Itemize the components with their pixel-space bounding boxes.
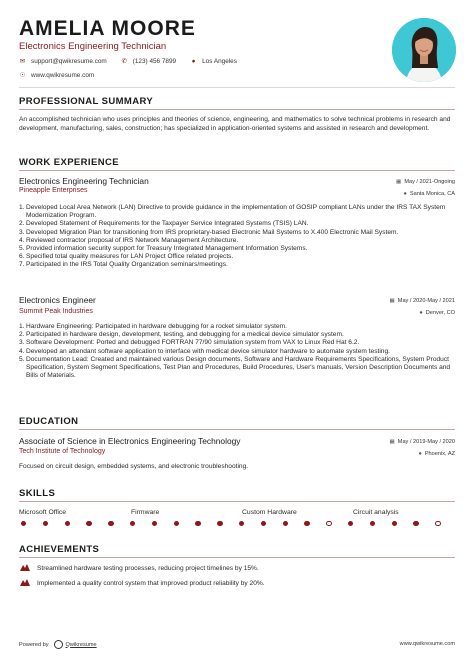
phone-icon: ✆	[121, 58, 127, 65]
section-heading-experience: WORK EXPERIENCE	[19, 157, 119, 168]
section-rule	[19, 170, 455, 171]
skill-dot-filled	[21, 521, 26, 526]
skill-dot-filled	[174, 521, 179, 526]
skill-dot-filled	[108, 521, 113, 526]
footer-url[interactable]: www.qwikresume.com	[399, 641, 455, 647]
footer-powered-by: Powered by Qwikresume	[19, 641, 97, 648]
contact-phone: (123) 456 7899	[132, 57, 177, 65]
section-heading-summary: PROFESSIONAL SUMMARY	[19, 96, 154, 107]
job-location: ● Santa Monica, CA	[403, 191, 455, 197]
skill-dot-filled	[239, 521, 244, 526]
location-pin-icon: ●	[191, 57, 196, 65]
job-company: Summit Peak Industries	[19, 308, 93, 315]
contact-row-2	[19, 71, 94, 79]
education-location: ● Phoenix, AZ	[418, 451, 455, 457]
skill-dot-empty	[435, 521, 440, 526]
job-bullets	[19, 323, 455, 380]
pin-icon: ●	[418, 451, 422, 457]
education-focus: Focused on circuit design, embedded systems, and electronic troubleshooting.	[19, 463, 249, 470]
list-item: 1. Hardware Engineering: Participated in hardware debugging for a rocket simulator system.	[19, 323, 287, 330]
calendar-icon: ▦	[396, 179, 402, 185]
skill-dot-filled	[65, 521, 70, 526]
section-rule	[19, 429, 455, 430]
job-dates: ▦ May / 2021-Ongoing	[396, 179, 455, 185]
list-item: 3. Developed Migration Plan for transitioning from IRS proprietary-based Electronic Mail Systems to X.400 Electronic Mail System.	[19, 228, 399, 236]
calendar-icon: ▦	[389, 439, 395, 445]
skill-dot-filled	[130, 521, 135, 526]
section-heading-skills: SKILLS	[19, 488, 56, 499]
candidate-title: Electronics Engineering Technician	[19, 41, 167, 52]
skill-dot-filled	[261, 521, 266, 526]
avatar	[392, 18, 456, 82]
job-title: Electronics Engineer	[19, 295, 96, 305]
job-location: ● Denver, CO	[419, 310, 455, 316]
calendar-icon: ▦	[389, 298, 395, 304]
skill-dot-filled	[43, 521, 48, 526]
skill-dot-filled	[392, 521, 397, 526]
qwikresume-logo-icon	[54, 640, 63, 649]
skill-dot-filled	[152, 521, 157, 526]
summary-text: An accomplished technician who uses principles and theories of science, engineering, and mathematics to solve technical problems in research and development, manufacturing, sales, construction; has specialized in application-oriented systems and assisted in research and development.	[19, 116, 451, 132]
contact-email[interactable]: support@qwikresume.com	[31, 57, 107, 65]
list-item: 3. Software Development: Ported and debugged FORTRAN 77/90 simulation system from VAX to Linux Red Hat 6.2.	[19, 339, 360, 347]
skill-name: Firmware	[131, 509, 160, 516]
skill-dot-filled	[86, 521, 91, 526]
list-item: 7. Participated in the IRS Total Quality Organization seminars/meetings.	[19, 261, 228, 269]
skill-dot-filled	[304, 521, 309, 526]
job-title: Electronics Engineering Technician	[19, 176, 149, 186]
list-item: 2. Participated in hardware design, development, testing, and debugging for a medical device simulator system.	[19, 331, 344, 339]
education-dates: ▦ May / 2019-May / 2020	[389, 439, 455, 445]
contact-row-1	[19, 57, 237, 65]
skill-dot-filled	[348, 521, 353, 526]
education-degree: Associate of Science in Electronics Engineering Technology	[19, 436, 241, 446]
skill-dot-empty	[326, 521, 331, 526]
education-school: Tech Institute of Technology	[19, 448, 106, 455]
achievement-item: Streamlined hardware testing processes, reducing project timelines by 15%.	[19, 563, 259, 574]
skill-rating-dots	[19, 521, 459, 529]
globe-icon: ☉	[19, 72, 26, 79]
trophy-icon	[19, 578, 31, 589]
skill-name: Microsoft Office	[19, 509, 67, 516]
skill-dot-filled	[195, 521, 200, 526]
skill-dot-filled	[283, 521, 288, 526]
contact-location: Los Angeles	[202, 57, 237, 65]
job-dates: ▦ May / 2020-May / 2021	[389, 298, 455, 304]
section-rule	[19, 109, 455, 110]
pin-icon: ●	[419, 310, 423, 316]
skill-dot-filled	[217, 521, 222, 526]
list-item: 6. Specified total quality measures for LAN Project Office related projects.	[19, 253, 234, 261]
skill-dot-filled	[370, 521, 375, 526]
list-item: 2. Developed Statement of Requirements for the Taxpayer Service Integrated Systems (TSIS) LAN.	[19, 220, 309, 228]
section-rule	[19, 501, 455, 502]
pin-icon: ●	[403, 191, 407, 197]
section-heading-education: EDUCATION	[19, 416, 79, 427]
list-item: 4. Developed an attendant software application to interface with medical device simulator hardware to automate system testing.	[19, 347, 390, 355]
job-company: Pineapple Enterprises	[19, 187, 88, 194]
header-divider	[19, 87, 455, 88]
skill-name: Custom Hardware	[242, 509, 297, 516]
list-item: 5. Provided information security support for Treasury Integrated Management Information Systems.	[19, 245, 308, 253]
achievement-item: Implemented a quality control system that improved product reliability by 20%.	[19, 578, 265, 589]
skill-dot-filled	[413, 521, 418, 526]
skill-name: Circuit analysis	[353, 509, 399, 516]
list-item: 5. Documentation Lead: Created and maintained various Design documents, Software and Hardware Requirements Specifications, System Product Specification, System Segment Specifications, Test Plan and Procedures, Build Procedures, User's manuals, Version Description Documents and Bills of Materials.	[19, 355, 451, 380]
envelope-icon: ✉	[19, 58, 26, 65]
list-item: 4. Reviewed contractor proposal of IRS Network Management Architecture.	[19, 236, 239, 244]
section-heading-achievements: ACHIEVEMENTS	[19, 544, 100, 555]
footer-brand[interactable]: Qwikresume	[65, 641, 97, 648]
contact-website[interactable]: www.qwikresume.com	[31, 71, 95, 79]
list-item: 1. Developed Local Area Network (LAN) Directive to provide guidance in the implementation of GOSIP compliant LANs under the IRS TAX System Modernization Program.	[19, 204, 446, 220]
section-rule	[19, 557, 455, 558]
candidate-name: AMELIA MOORE	[19, 17, 196, 40]
trophy-icon	[19, 563, 31, 574]
job-bullets	[19, 204, 455, 270]
